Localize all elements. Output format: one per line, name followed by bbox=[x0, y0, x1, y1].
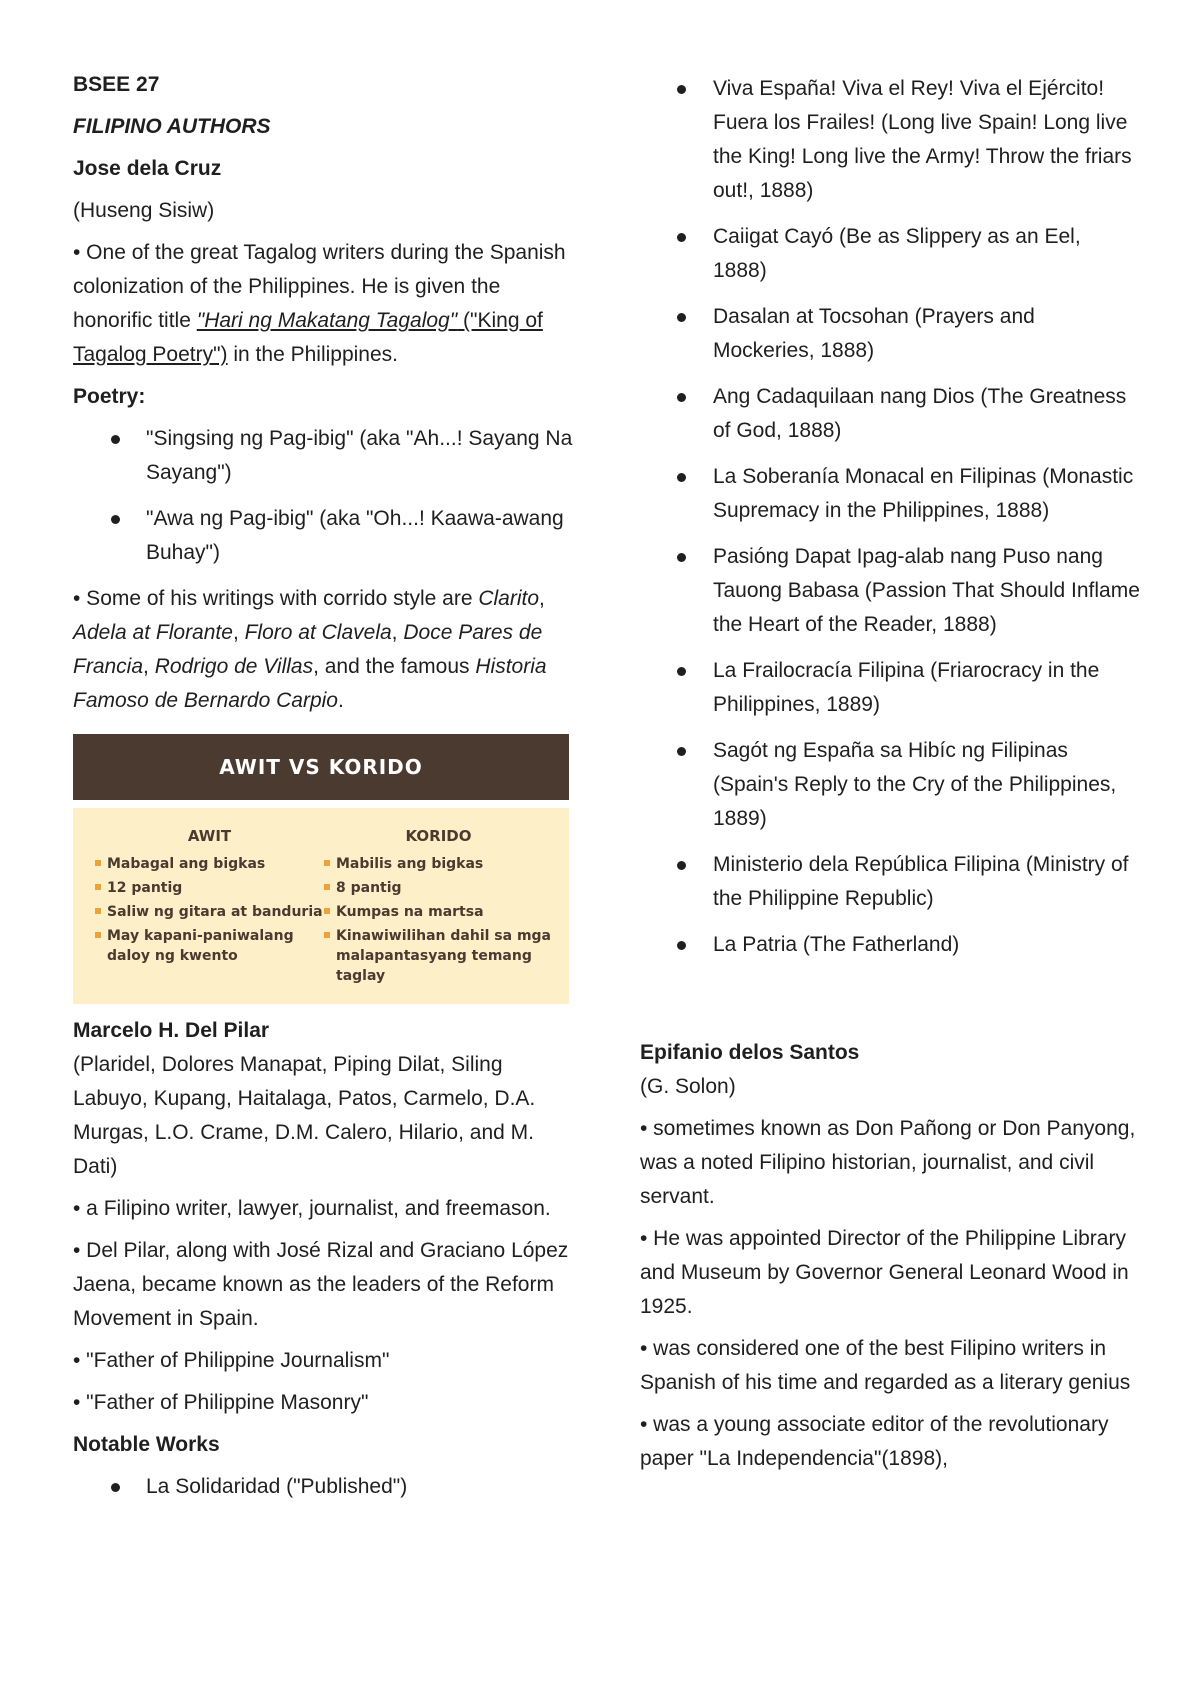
list-item: Kumpas na martsa bbox=[324, 902, 553, 922]
notable-works-list bbox=[73, 1470, 573, 1504]
fact-item: • was considered one of the best Filipino writers in Spanish of his time and regarded as a literary genius bbox=[640, 1337, 1131, 1394]
fact-item: • Del Pilar, along with José Rizal and Graciano López Jaena, became known as the leaders of the Reform Movement in Spain. bbox=[73, 1239, 569, 1330]
list-item: Kinawiwilihan dahil sa mga malapantasyang temang taglay bbox=[324, 926, 553, 986]
list-item: Ministerio dela República Filipina (Ministry of the Philippine Republic) bbox=[640, 848, 1140, 916]
fact-item: • sometimes known as Don Pañong or Don Panyong, was a noted Filipino historian, journalist, and civil servant. bbox=[640, 1117, 1136, 1208]
corrido-end: . bbox=[337, 689, 344, 712]
fact-item: • "Father of Philippine Journalism" bbox=[73, 1349, 390, 1372]
fact-item: • a Filipino writer, lawyer, journalist, and freemason. bbox=[73, 1197, 551, 1220]
honorific-title-english: ("King of Tagalog Poetry") bbox=[73, 309, 543, 366]
right-column bbox=[640, 72, 1140, 1484]
honorific-title: "Hari ng Makatang Tagalog" bbox=[196, 309, 458, 332]
list-item: 8 pantig bbox=[324, 878, 553, 898]
left-column bbox=[73, 68, 573, 1516]
author-name-jose-dela-cruz: Jose dela Cruz bbox=[73, 157, 222, 180]
awit-column bbox=[95, 826, 324, 1004]
notable-works-label: Notable Works bbox=[73, 1433, 220, 1456]
graphic-title: AWIT VS KORIDO bbox=[73, 734, 569, 800]
work-title: Adela at Florante bbox=[73, 621, 233, 644]
bio-text-end: in the Philippines. bbox=[227, 343, 398, 366]
fact-item: • He was appointed Director of the Philippine Library and Museum by Governor General Leonard Wood in 1925. bbox=[640, 1227, 1129, 1318]
author-bio bbox=[73, 236, 573, 372]
list-item: La Soberanía Monacal en Filipinas (Monastic Supremacy in the Philippines, 1888) bbox=[640, 460, 1140, 528]
awit-header: AWIT bbox=[187, 827, 232, 845]
spacer bbox=[640, 974, 1140, 1036]
fact-item: • "Father of Philippine Masonry" bbox=[73, 1391, 369, 1414]
author-name-epifanio-delos-santos: Epifanio delos Santos bbox=[640, 1041, 860, 1064]
korido-column bbox=[324, 826, 553, 1004]
list-item: La Frailocracía Filipina (Friarocracy in the Philippines, 1889) bbox=[640, 654, 1140, 722]
document-heading: FILIPINO AUTHORS bbox=[73, 115, 271, 138]
corrido-intro: • Some of his writings with corrido style are bbox=[73, 587, 479, 610]
notable-works-list-continued bbox=[640, 72, 1140, 962]
list-item: Caiigat Cayó (Be as Slippery as an Eel, 1888) bbox=[640, 220, 1140, 288]
course-code: BSEE 27 bbox=[73, 73, 160, 96]
list-item: May kapani-paniwalang daloy ng kwento bbox=[95, 926, 324, 966]
list-item: Saliw ng gitara at banduria bbox=[95, 902, 324, 922]
list-item: Mabagal ang bigkas bbox=[95, 854, 324, 874]
poetry-list bbox=[73, 422, 573, 570]
korido-header: KORIDO bbox=[405, 827, 472, 845]
graphic-body bbox=[73, 808, 569, 1004]
work-title: Floro at Clavela bbox=[244, 621, 392, 644]
author-name-marcelo-del-pilar: Marcelo H. Del Pilar bbox=[73, 1019, 270, 1042]
awit-list bbox=[95, 854, 324, 966]
author-alias: (G. Solon) bbox=[640, 1075, 736, 1098]
list-item: La Solidaridad ("Published") bbox=[73, 1470, 573, 1504]
korido-list bbox=[324, 854, 553, 986]
list-item: Sagót ng España sa Hibíc ng Filipinas (Spain's Reply to the Cry of the Philippines, 1889) bbox=[640, 734, 1140, 836]
corrido-mid: , and the famous bbox=[313, 655, 476, 678]
bio-text: • One of the great Tagalog writers during the Spanish colonization of the Philippines. He is given the honorific title bbox=[73, 241, 566, 332]
work-title: Clarito bbox=[478, 587, 540, 610]
work-title: Rodrigo de Villas bbox=[154, 655, 314, 678]
list-item: Dasalan at Tocsohan (Prayers and Mockeries, 1888) bbox=[640, 300, 1140, 368]
list-item: 12 pantig bbox=[95, 878, 324, 898]
author-alias: (Huseng Sisiw) bbox=[73, 199, 215, 222]
fact-item: • was a young associate editor of the revolutionary paper "La Independencia"(1898), bbox=[640, 1413, 1109, 1470]
list-item: Viva España! Viva el Rey! Viva el Ejército! Fuera los Frailes! (Long live Spain! Long live the King! Long live the Army! Throw the friars out!, 1888) bbox=[640, 72, 1140, 208]
work-title: Doce Pares de Francia bbox=[73, 621, 543, 678]
list-item: "Awa ng Pag-ibig" (aka "Oh...! Kaawa-awang Buhay") bbox=[73, 502, 573, 570]
list-item: "Singsing ng Pag-ibig" (aka "Ah...! Sayang Na Sayang") bbox=[73, 422, 573, 490]
work-title-famous: Historia Famoso de Bernardo Carpio bbox=[73, 655, 547, 712]
author-aliases: (Plaridel, Dolores Manapat, Piping Dilat, Siling Labuyo, Kupang, Haitalaga, Patos, Carmelo, D.A. Murgas, L.O. Crame, D.M. Calero, Hilario, and M. Dati) bbox=[73, 1053, 536, 1178]
list-item: La Patria (The Fatherland) bbox=[640, 928, 1140, 962]
corrido-paragraph: • Some of his writings with corrido style are Clarito, Adela at Florante, Floro at Clavela, Doce Pares de Francia, Rodrigo de Villas, and the famous Historia Famoso de Bernardo Carpio. bbox=[73, 587, 547, 712]
list-item: Mabilis ang bigkas bbox=[324, 854, 553, 874]
awit-vs-korido-graphic bbox=[73, 734, 569, 1004]
list-item: Pasióng Dapat Ipag-alab nang Puso nang Tauong Babasa (Passion That Should Inflame the Heart of the Reader, 1888) bbox=[640, 540, 1140, 642]
poetry-label: Poetry: bbox=[73, 385, 146, 408]
list-item: Ang Cadaquilaan nang Dios (The Greatness of God, 1888) bbox=[640, 380, 1140, 448]
